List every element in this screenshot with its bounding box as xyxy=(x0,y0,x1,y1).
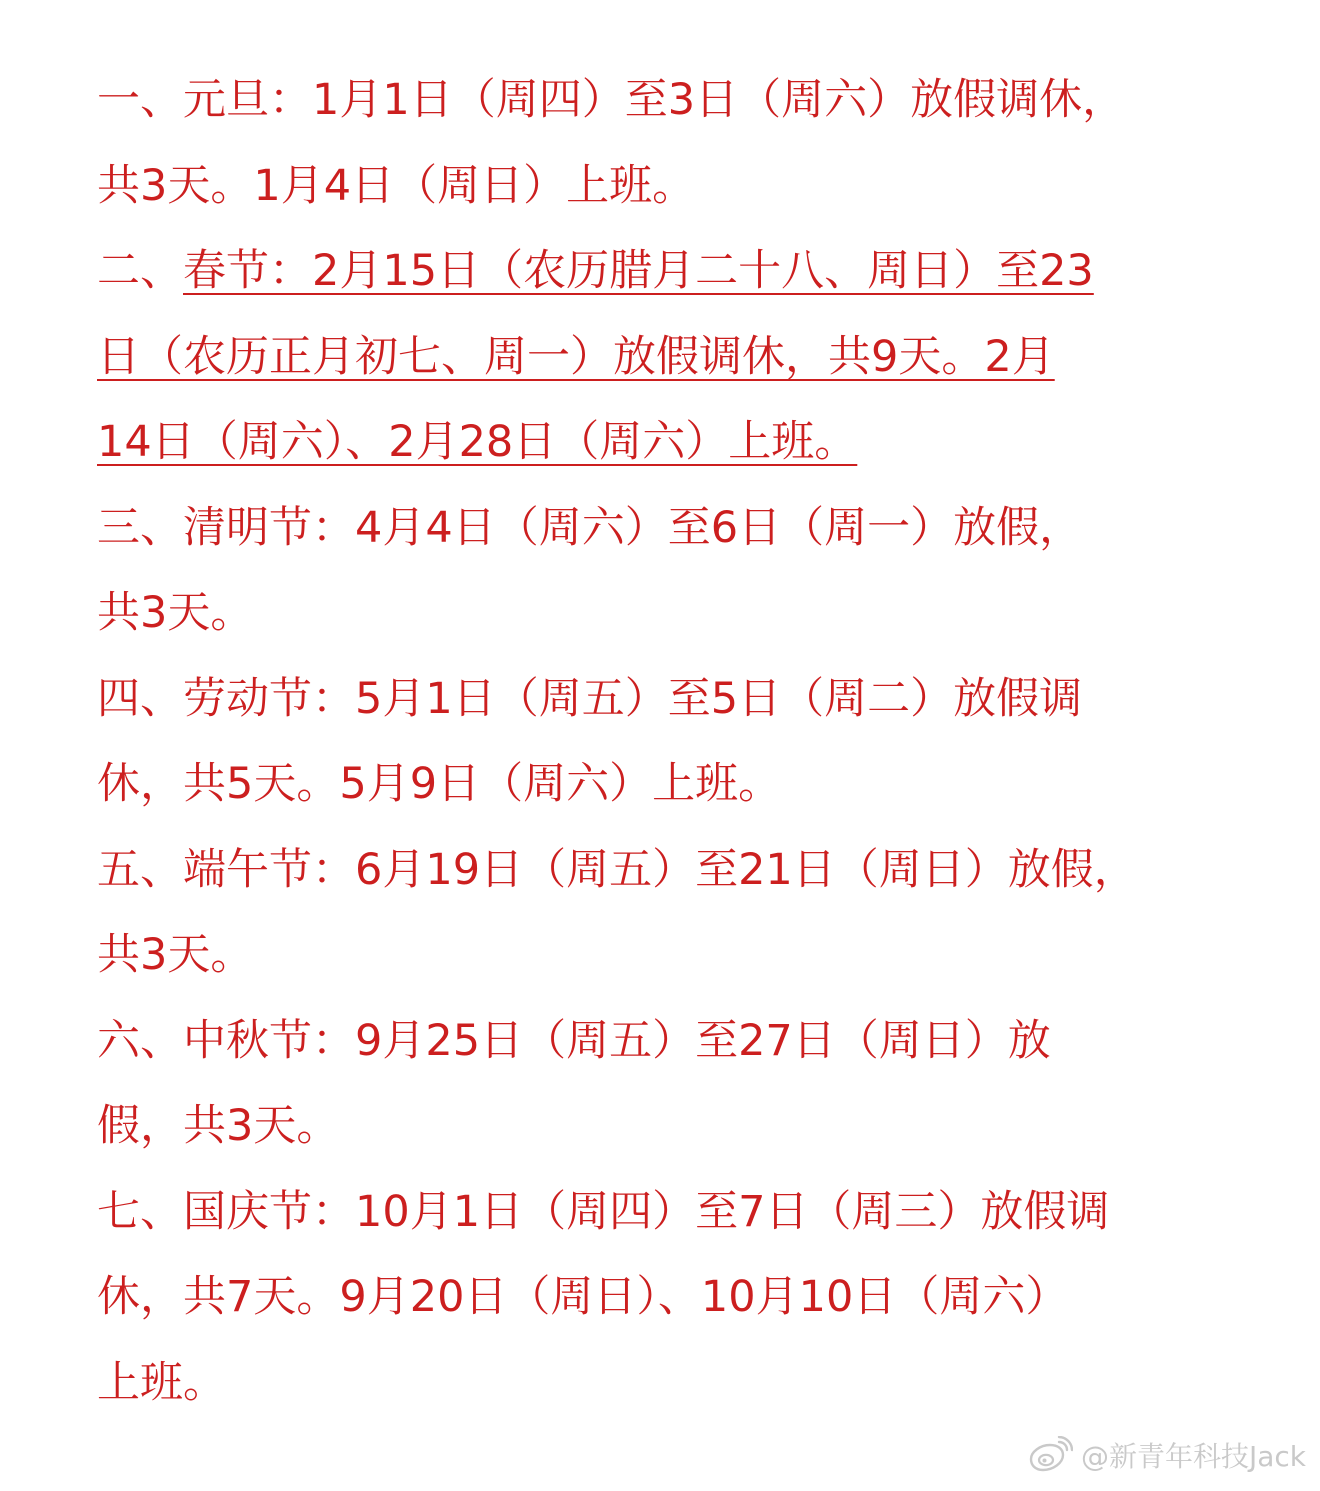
notice-line-15-text: 休，共7天。9月20日（周日）、10月10日（周六） xyxy=(97,1272,1069,1322)
weibo-watermark xyxy=(1025,1435,1306,1475)
notice-line-11-text: 共3天。 xyxy=(97,930,254,980)
notice-line-4-text: 日（农历正月初七、周一）放假调休，共9天。2月 xyxy=(97,331,1055,382)
notice-line-11 xyxy=(97,913,1257,999)
notice-line-6-text: 三、清明节：4月4日（周六）至6日（周一）放假， xyxy=(97,502,1083,553)
notice-line-8 xyxy=(97,657,1257,743)
notice-line-6 xyxy=(97,486,1257,572)
notice-line-7 xyxy=(97,571,1257,657)
weibo-icon xyxy=(1025,1436,1073,1474)
notice-line-13-text: 假，共3天。 xyxy=(97,1101,340,1151)
notice-line-3-underlined: 春节：2月15日（农历腊月二十八、周日）至23 xyxy=(183,246,1094,296)
notice-line-2 xyxy=(97,144,1257,230)
notice-line-14-text: 七、国庆节：10月1日（周四）至7日（周三）放假调 xyxy=(97,1186,1110,1237)
notice-line-5-text: 14日（周六）、2月28日（周六）上班。 xyxy=(97,417,858,467)
notice-line-14 xyxy=(97,1170,1257,1256)
notice-line-9 xyxy=(97,742,1257,828)
notice-line-15 xyxy=(97,1255,1257,1341)
notice-line-12-text: 六、中秋节：9月25日（周五）至27日（周日）放 xyxy=(97,1015,1051,1066)
notice-line-3-prefix: 二、 xyxy=(97,246,183,296)
notice-line-16 xyxy=(97,1341,1257,1427)
notice-line-5 xyxy=(97,400,1257,486)
watermark-text: @新青年科技Jack xyxy=(1080,1440,1306,1473)
notice-line-1 xyxy=(97,58,1257,144)
notice-line-13 xyxy=(97,1084,1257,1170)
notice-line-8-text: 四、劳动节：5月1日（周五）至5日（周二）放假调 xyxy=(97,673,1083,724)
holiday-notice xyxy=(97,58,1257,1426)
notice-line-3 xyxy=(97,229,1257,315)
notice-line-16-text: 上班。 xyxy=(97,1357,226,1408)
notice-line-7-text: 共3天。 xyxy=(97,588,254,638)
notice-line-4 xyxy=(97,315,1257,401)
notice-line-10-text: 五、端午节：6月19日（周五）至21日（周日）放假， xyxy=(97,844,1137,895)
notice-line-10 xyxy=(97,828,1257,914)
notice-line-1-text: 一、元旦：1月1日（周四）至3日（周六）放假调休， xyxy=(97,75,1126,125)
notice-line-12 xyxy=(97,999,1257,1085)
notice-line-2-text: 共3天。1月4日（周日）上班。 xyxy=(97,160,696,211)
notice-line-9-text: 休，共5天。5月9日（周六）上班。 xyxy=(97,759,782,809)
